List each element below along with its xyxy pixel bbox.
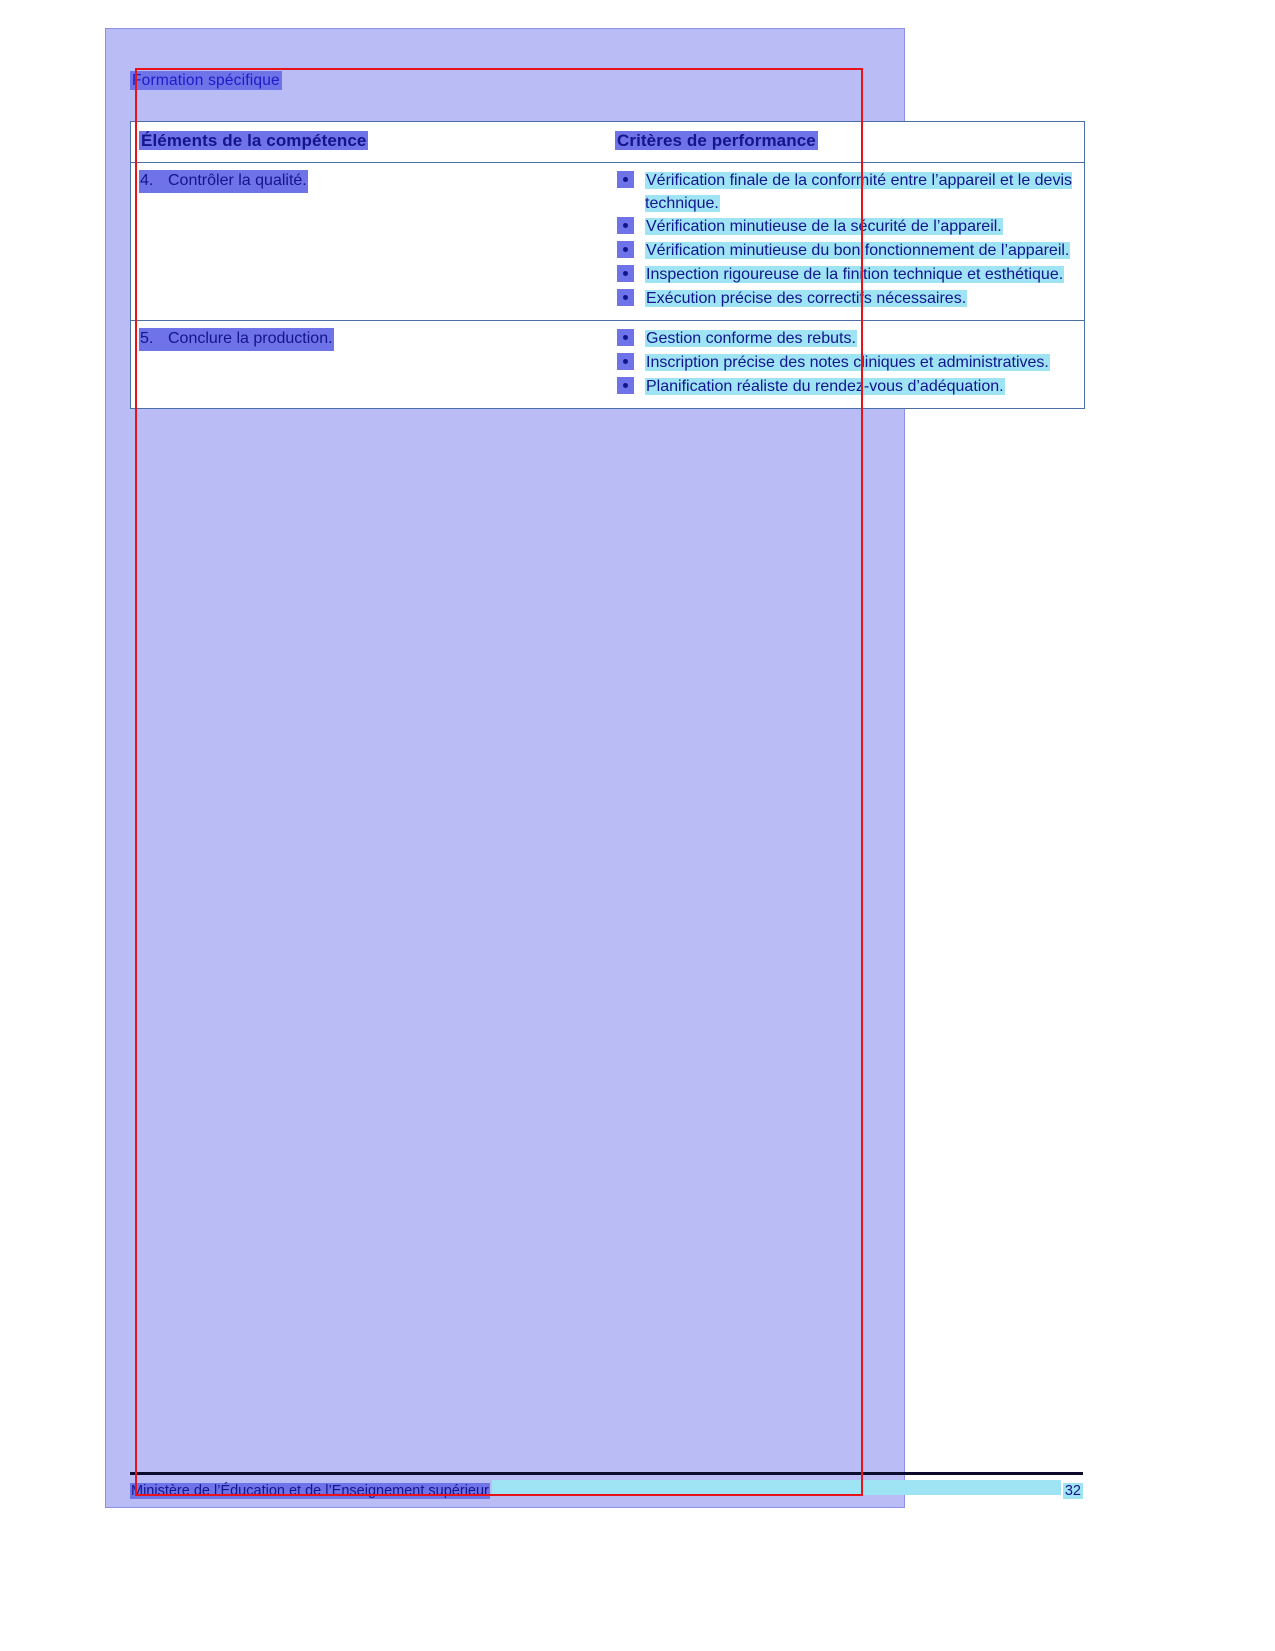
table-header-row xyxy=(131,122,1084,163)
bullet-icon xyxy=(623,271,628,276)
criterion-text: Vérification finale de la conformité entre l’appareil et le devis technique. xyxy=(645,172,1073,212)
footer-text: Ministère de l’Éducation et de l’Enseignement supérieur xyxy=(131,1483,489,1499)
page-footer xyxy=(130,1480,1083,1499)
bullet-icon xyxy=(623,247,628,252)
bullet-icon xyxy=(623,383,628,388)
footer-fill xyxy=(492,1480,1061,1495)
element-number: 4. xyxy=(139,170,167,193)
criterion-text: Planification réaliste du rendez-vous d’adéquation. xyxy=(646,377,1004,395)
criterion-text: Gestion conforme des rebuts. xyxy=(646,330,856,348)
element-label: Contrôler la qualité. xyxy=(167,170,308,193)
criteria-list xyxy=(615,170,1076,310)
bullet-icon xyxy=(623,335,628,340)
element-label: Conclure la production. xyxy=(167,328,334,351)
list-item xyxy=(615,352,1076,375)
element-number: 5. xyxy=(139,328,167,351)
list-item xyxy=(615,328,1076,351)
page-number: 32 xyxy=(1064,1483,1081,1499)
header-text: Formation spécifique xyxy=(132,72,280,89)
list-item xyxy=(615,264,1076,287)
criterion-text: Vérification minutieuse du bon fonctionnement de l’appareil. xyxy=(646,242,1070,260)
bullet-icon xyxy=(623,295,628,300)
table-row xyxy=(131,321,1084,408)
list-item xyxy=(615,170,1076,215)
criteria-cell xyxy=(611,321,1084,408)
header-label-criteria: Critères de performance xyxy=(617,131,816,150)
criterion-text: Vérification minutieuse de la sécurité de l’appareil. xyxy=(646,218,1002,236)
criterion-text: Inspection rigoureuse de la finition technique et esthétique. xyxy=(646,265,1064,283)
list-item xyxy=(615,288,1076,311)
list-item xyxy=(615,240,1076,263)
bullet-icon xyxy=(623,177,628,182)
criteria-cell xyxy=(611,163,1084,320)
criteria-list xyxy=(615,328,1076,398)
header-label-elements: Éléments de la compétence xyxy=(141,131,367,150)
criterion-text: Exécution précise des correctifs nécessaires. xyxy=(646,289,967,307)
bullet-icon xyxy=(623,359,628,364)
list-item xyxy=(615,376,1076,399)
table-row xyxy=(131,163,1084,321)
element-cell xyxy=(131,321,611,408)
list-item xyxy=(615,216,1076,239)
criterion-text: Inscription précise des notes cliniques et administratives. xyxy=(646,354,1049,372)
table-header-cell-elements xyxy=(131,122,611,162)
competency-table xyxy=(130,121,1085,409)
table-header-cell-criteria xyxy=(611,122,1084,162)
bullet-icon xyxy=(623,223,628,228)
element-cell xyxy=(131,163,611,320)
page-header xyxy=(130,72,282,90)
footer-divider xyxy=(130,1472,1083,1475)
